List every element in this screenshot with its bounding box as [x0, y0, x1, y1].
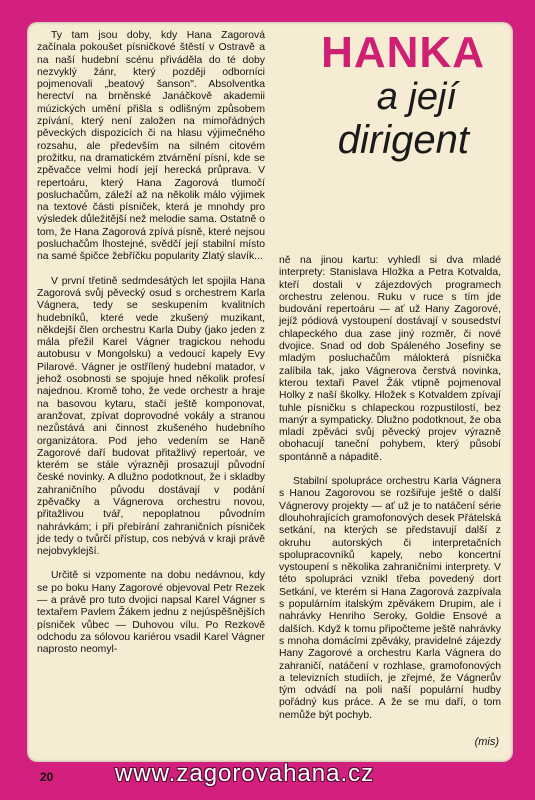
page-number: 20 — [40, 770, 54, 784]
title-dirigent: dirigent — [337, 118, 469, 162]
title-a-jeji: a její — [376, 76, 457, 118]
paragraph: Určitě si vzpomente na dobu nedávnou, kdy se po boku Hany Zagorové objevoval Petr Rezek — a právě pro tuto dvojici napsal Karel Vágner s textařem Pavlem Žákem jednu z nejúspěšnějších písniček vůbec — Duhovou vílu. Po Rezkově odchodu za sólovou kariérou vsadil Karel Vágner naprosto neomyl- — [37, 570, 265, 656]
article-title — [289, 30, 499, 162]
author-signature: (mis) — [474, 736, 499, 748]
title-hanka: HANKA — [321, 28, 485, 77]
paragraph: ně na jinou kartu: vyhledl si dva mladé interprety: Stanislava Hložka a Petra Kotvalda, kteří dostali v zájezdových programech orchestru zelenou. Ruku v ruce s tím jde budování repertoáru — ať už Hany Zagorové, jejíž pódiová vystoupení dostávají v sousedství chlapeckého dua zase jiný rozměr, či nové dvojice. Snad od dob Spáleného Josefiny se mladým posluchačům málokterá písnička zalíbila tak, jako Vágnerova čerstvá novinka, kterou textaři Pavel Žák vtipně pojmenoval Holky z naší školky. Hložek s Kotvaldem zpívají tuhle písničku s chlapeckou rozpustilostí, bez manýr a sympaticky. Dlužno podotknout, že oba mladí zpěváci svůj pěvecký projev výrazně obohacují taneční pohybem, který působí spontánně a nápaditě. — [279, 255, 501, 463]
paragraph: Ty tam jsou doby, kdy Hana Zagorová začínala pokoušet písničkové štěstí v Ostravě a na naší hudební scénu přiváděla do té doby nezvyklý žánr, který později odborníci pojmenovali „beatový šanson". Absolventka herectví na brněnské Janáčkově akademii múzických umění přišla s odlišným způsobem zpívání, který není založen na mimořádných pěveckých dispozicích či na hlasu výjimečného rozsahu, ale především na silném citovém prožitku, na dramatickém ztvárnění písní, kde se zpěvačce velmi hodí její herecká průprava. V repertoáru, který Hana Zagorová tlumočí posluchačům, záleží až na několik málo výjimek na textové části písniček, která je mnohdy pro výsledek důležitější než melodie sama. Ostatně o tom, že Hana Zagorová zpívá písně, které nejsou posluchačům lhostejné, svědčí její stabilní místo na samé špičce žebříčku popularity Zlatý slavík... — [37, 30, 265, 263]
text-column-left — [37, 30, 265, 657]
paragraph: Stabilní spolupráce orchestru Karla Vágnera s Hanou Zagorovou se rozšiřuje ještě o další Vágnerovy projekty — ať už je to natáčení série dlouhohrajících gramofonových desek Přátelská setkání, na kterých se představují další z okruhu autorských či interpretačních spolupracovníků kapely, nebo koncertní vystoupení s několika zahraničními interprety. V této spolupráci vznikl třeba povedený dort Setkání, ve kterém si Hana Zagorová zazpívala s populárním italským zpěvákem Drupim, ale i nahrávky Henriho Seroky, Goldie Ensové a dalších. Když k tomu připočteme ještě nahrávky s mnoha domácími zpěváky, pravidelné zájezdy Hany Zagorové a orchestru Karla Vágnera do zahraničí, natáčení v rozhlase, gramofonových a televizních studiích, je zřejmé, že Vágnerův tým odvádí na poli naší populární hudby pořádný kus práce. A že se mu daří, o tom nemůže být pochyb. — [279, 476, 501, 721]
magazine-page — [27, 22, 513, 762]
paragraph: V první třetině sedmdesátých let spojila Hana Zagorová svůj pěvecký osud s orchestrem Karla Vágnera, tedy se seskupením kvalitních hudebníků, které vede zkušený muzikant, někdejší člen orchestru Karla Duby (jako jeden z mála přežil Karel Vágner tragickou nehodu autobusu v Mongolsku) a vedoucí kapely Evy Pilarové. Vágner je ostřílený hudební matador, v jehož osobnosti se spojuje hned několik profesí najednou. Kromě toho, že vede orchestr a hraje na basovou kytaru, stačí ještě komponovat, aranžovat, zpívat doprovodné vokály a stranou nezůstává ani činnost zkušeného hudebního organizátora. Pod jeho vedením se Haně Zagorové daří budovat přitažlivý repertoár, ve kterém se stále výrazněji prosazují původní české novinky. A dlužno podotknout, že i skladby zahraničního původu dostávají v podání zpěvačky a Vágnerova orchestru novou, přitažlivou tvář, nepoplatnou původním nahrávkám; i při přebírání zahraničních písniček jde tedy o tvůrčí přístup, cos nebývá v kraji právě nejobvyklejší. — [37, 275, 265, 558]
text-column-right — [279, 255, 501, 722]
watermark-url: www.zagorovahana.cz — [115, 760, 375, 787]
